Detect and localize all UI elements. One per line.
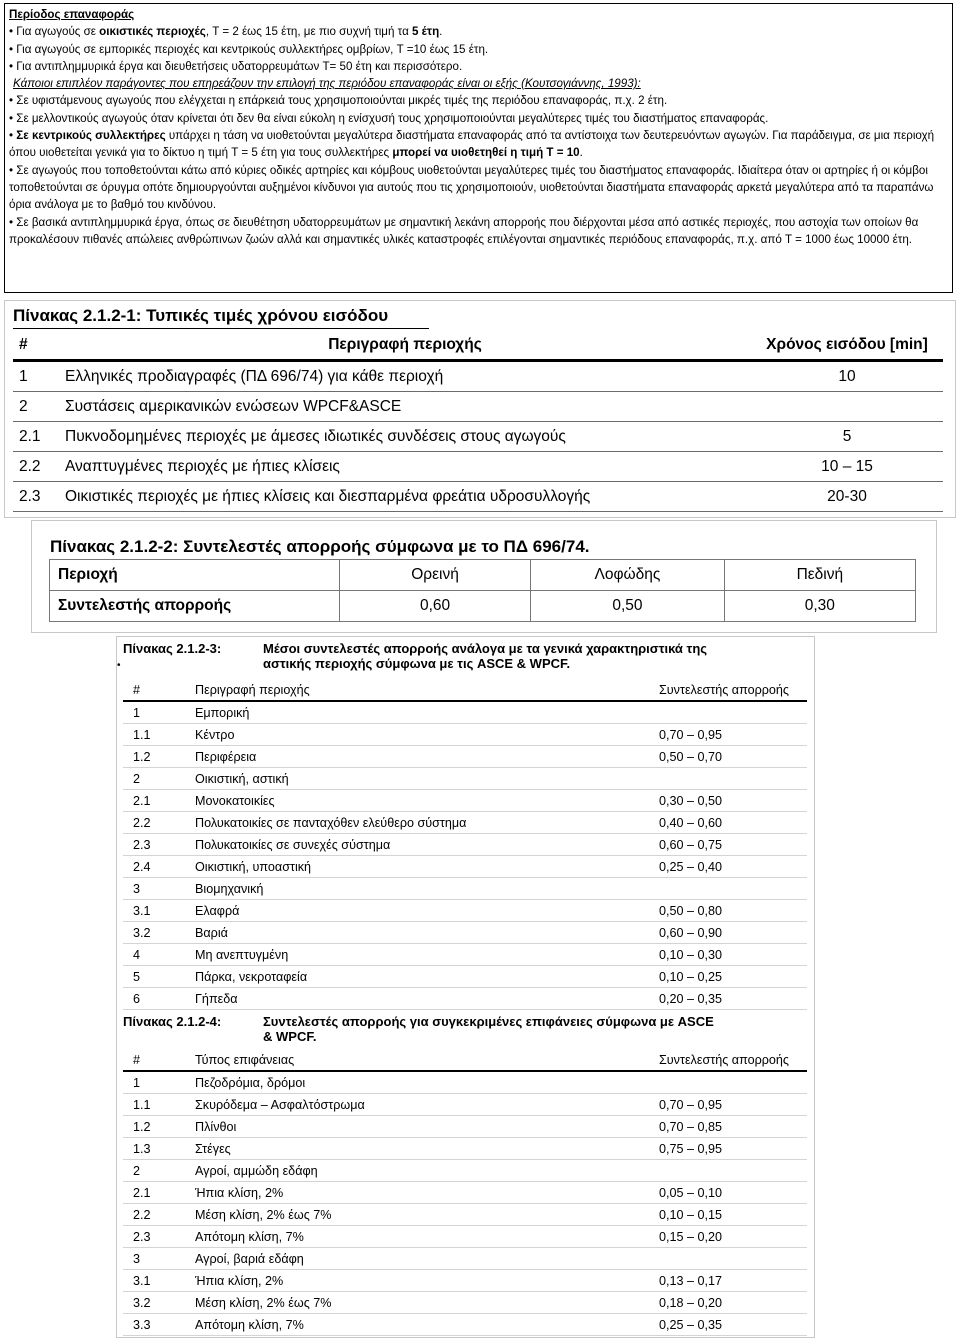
table-row xyxy=(13,392,943,422)
table-row xyxy=(123,701,807,724)
title-underline xyxy=(13,328,429,329)
cell-number: 2.2 xyxy=(13,452,59,482)
cell-value: 0,10 – 0,30 xyxy=(589,944,807,966)
cell-description: Αναπτυγμένες περιοχές με ήπιες κλίσεις xyxy=(59,452,751,482)
table4-title xyxy=(123,1014,714,1044)
cell-description: Γήπεδα xyxy=(191,988,589,1010)
bullet-existing-pipes: • Σε υφιστάμενους αγωγούς που ελέγχεται η επάρκειά τους χρησιμοποιούνται μικρές τιμές της περιόδου επαναφοράς, π.χ. 2 έτη. xyxy=(9,94,668,108)
cell-value: 20-30 xyxy=(751,482,943,512)
inlet-time-table-panel xyxy=(4,300,956,518)
cell-number: 2.2 xyxy=(123,1204,191,1226)
cell-value xyxy=(589,701,807,724)
cell-value xyxy=(751,392,943,422)
table-row xyxy=(50,591,916,622)
header-number: # xyxy=(123,1049,191,1071)
cell-number: 2.3 xyxy=(123,834,191,856)
table-row xyxy=(123,1314,807,1336)
cell-number: 2.4 xyxy=(123,856,191,878)
table-row xyxy=(123,900,807,922)
table-row xyxy=(123,988,807,1010)
cell-number: 2 xyxy=(13,392,59,422)
cell-number: 2.1 xyxy=(13,422,59,452)
cell-description: Βαριά xyxy=(191,922,589,944)
cell-description: Ελληνικές προδιαγραφές (ΠΔ 696/74) για κάθε περιοχή xyxy=(59,361,751,392)
bullet-future-pipes: • Σε μελλοντικούς αγωγούς όταν κρίνεται ότι δεν θα είναι εύκολη η ενίσχυσή τους χρησιμοποιούνται μεγαλύτερες τιμές του διαστήματος επαναφοράς. xyxy=(9,111,769,125)
cell-number: 1 xyxy=(13,361,59,392)
cell-value: 0,15 – 0,20 xyxy=(589,1226,807,1248)
cell-description: Ήπια κλίση, 2% xyxy=(191,1270,589,1292)
cell-value: 0,20 – 0,35 xyxy=(589,988,807,1010)
cell-value: 0,30 – 0,50 xyxy=(589,790,807,812)
table-row xyxy=(123,966,807,988)
cell-description: Μη ανεπτυγμένη xyxy=(191,944,589,966)
column-mountainous: Ορεινή xyxy=(339,560,530,591)
cell-description: Κέντρο xyxy=(191,724,589,746)
cell-number: 3.1 xyxy=(123,1270,191,1292)
column-hilly: Λοφώδης xyxy=(531,560,724,591)
cell-value: 0,70 – 0,95 xyxy=(589,1094,807,1116)
cell-value xyxy=(589,768,807,790)
cell-value: 0,70 – 0,95 xyxy=(589,724,807,746)
cell-description: Βιομηχανική xyxy=(191,878,589,900)
return-period-text-box xyxy=(4,3,953,293)
cell-description: Οικιστικές περιοχές με ήπιες κλίσεις και διεσπαρμένα φρεάτια υδροσυλλογής xyxy=(59,482,751,512)
table-row xyxy=(123,1138,807,1160)
table-row xyxy=(123,724,807,746)
table-row xyxy=(123,1204,807,1226)
table-row xyxy=(123,1116,807,1138)
header-number: # xyxy=(13,331,59,361)
cell-description: Απότομη κλίση, 7% xyxy=(191,1314,589,1336)
header-inlet-time: Χρόνος εισόδου [min] xyxy=(751,331,943,361)
inlet-time-table xyxy=(13,331,943,512)
cell-number: 2.2 xyxy=(123,812,191,834)
title-line: & WPCF. xyxy=(263,1029,317,1044)
bullet-under-roads: • Σε αγωγούς που τοποθετούνται κάτω από κύριες οδικές αρτηρίες και κόμβους υιοθετούνται μεγαλύτερες τιμές του διαστήματος επαναφοράς. Ιδιαίτερα όταν οι αρτηρίες ή οι κόμβοι τοποθετούνται σε όρυγμα οπότε δημιουργούνται αυξημένοι κίνδυνοι για αυτούς που τις χρησιμοποιούν, υιοθετούνται διαστήματα επαναφοράς αρκετά μεγαλύτερα από τα παραπάνω όρια ανάλογα με το βαθμό του κινδύνου. xyxy=(9,163,934,212)
cell-description: Εμπορική xyxy=(191,701,589,724)
title-line: Μέσοι συντελεστές απορροής ανάλογα με τα γενικά χαρακτηριστικά της xyxy=(263,641,708,656)
table-row xyxy=(123,1270,807,1292)
cell-value: 0,10 – 0,15 xyxy=(589,1204,807,1226)
header-surface-type: Τύπος επιφάνειας xyxy=(191,1049,589,1071)
table-row xyxy=(123,812,807,834)
title-prefix: Πίνακας 2.1.2-3: xyxy=(123,641,222,656)
cell-value: 0,25 – 0,40 xyxy=(589,856,807,878)
column-flat: Πεδινή xyxy=(724,560,915,591)
header-coefficient: Συντελεστής απορροής xyxy=(589,1049,807,1071)
cell-number: 3 xyxy=(123,1248,191,1270)
cell-number: 1 xyxy=(123,1071,191,1094)
cell-description: Μέση κλίση, 2% έως 7% xyxy=(191,1204,589,1226)
cell-number: 2.1 xyxy=(123,1182,191,1204)
table-title: Πίνακας 2.1.2-1: Τυπικές τιμές χρόνου εισόδου xyxy=(13,306,389,325)
anchor-mark: • xyxy=(117,660,121,671)
table-row xyxy=(123,1071,807,1094)
cell-description: Σκυρόδεμα – Ασφαλτόστρωμα xyxy=(191,1094,589,1116)
table-row xyxy=(13,422,943,452)
runoff-general-table xyxy=(123,679,807,1010)
bullet-commercial: • Για αγωγούς σε εμπορικές περιοχές και κεντρικούς συλλεκτήρες ομβρίων, T =10 έως 15 έτη. xyxy=(9,42,489,56)
cell-value: 0,40 – 0,60 xyxy=(589,812,807,834)
header-description: Περιγραφή περιοχής xyxy=(191,679,589,701)
table-header-row xyxy=(123,1049,807,1071)
value-hilly: 0,50 xyxy=(531,591,724,622)
bullet-major-flood-works: • Σε βασικά αντιπλημμυρικά έργα, όπως σε διευθέτηση υδατορρευμάτων με σημαντική λεκάνη απορροής που διέρχονται μέσα από αστικές περιοχές, που αστοχία των οποίων θα προκαλέσουν πιθανές απώλειες ανθρώπινων ζωών αλλά και σημαντικές υλικές καταστροφές επιλέγονται σημαντικές περιόδους επαναφοράς, π.χ. από T = 1000 έως 10000 έτη. xyxy=(9,215,919,246)
table-row xyxy=(123,1292,807,1314)
cell-description: Ήπια κλίση, 2% xyxy=(191,1182,589,1204)
table-row xyxy=(13,452,943,482)
runoff-pd-table-panel xyxy=(31,520,937,633)
cell-value xyxy=(589,1160,807,1182)
runoff-asce-tables-panel xyxy=(116,636,815,1338)
cell-value xyxy=(589,878,807,900)
cell-value: 5 xyxy=(751,422,943,452)
value-mountainous: 0,60 xyxy=(339,591,530,622)
cell-description: Μέση κλίση, 2% έως 7% xyxy=(191,1292,589,1314)
cell-value xyxy=(589,1071,807,1094)
cell-description: Αγροί, αμμώδη εδάφη xyxy=(191,1160,589,1182)
runoff-surface-table xyxy=(123,1049,807,1336)
cell-number: 6 xyxy=(123,988,191,1010)
table3-title xyxy=(123,641,707,671)
cell-number: 2.3 xyxy=(123,1226,191,1248)
cell-description: Πολυκατοικίες σε πανταχόθεν ελεύθερο σύστημα xyxy=(191,812,589,834)
cell-value: 10 – 15 xyxy=(751,452,943,482)
runoff-pd-table xyxy=(49,559,916,622)
title-line: αστικής περιοχής σύμφωνα με τις ASCE & WPCF. xyxy=(263,656,571,671)
cell-description: Μονοκατοικίες xyxy=(191,790,589,812)
cell-value: 0,10 – 0,25 xyxy=(589,966,807,988)
cell-number: 3 xyxy=(123,878,191,900)
cell-number: 3.2 xyxy=(123,922,191,944)
cell-number: 1.2 xyxy=(123,746,191,768)
bullet-flood-works: • Για αντιπλημμυρικά έργα και διευθετήσεις υδατορρευμάτων T= 50 έτη και περισσότερο. xyxy=(9,59,463,73)
cell-number: 2.1 xyxy=(123,790,191,812)
table-row xyxy=(123,1248,807,1270)
cell-number: 4 xyxy=(123,944,191,966)
cell-value: 0,50 – 0,80 xyxy=(589,900,807,922)
cell-number: 1.3 xyxy=(123,1138,191,1160)
cell-description: Οικιστική, αστική xyxy=(191,768,589,790)
cell-value: 0,13 – 0,17 xyxy=(589,1270,807,1292)
cell-description: Οικιστική, υποαστική xyxy=(191,856,589,878)
table-row xyxy=(123,834,807,856)
table-header-row xyxy=(123,679,807,701)
cell-number: 1.1 xyxy=(123,1094,191,1116)
row-header-area: Περιοχή xyxy=(50,560,340,591)
cell-description: Στέγες xyxy=(191,1138,589,1160)
section-title: Περίοδος επαναφοράς xyxy=(9,8,135,21)
bullet-residential: • Για αγωγούς σε οικιστικές περιοχές, T = 2 έως 15 έτη, με πιο συχνή τιμή τα 5 έτη. xyxy=(9,25,443,39)
cell-value xyxy=(589,1248,807,1270)
cell-number: 2 xyxy=(123,1160,191,1182)
cell-number: 1.2 xyxy=(123,1116,191,1138)
cell-description: Πλίνθοι xyxy=(191,1116,589,1138)
table-row xyxy=(123,1226,807,1248)
header-coefficient: Συντελεστής απορροής xyxy=(589,679,807,701)
cell-number: 1.1 xyxy=(123,724,191,746)
cell-number: 5 xyxy=(123,966,191,988)
header-number: # xyxy=(123,679,191,701)
table-row xyxy=(123,790,807,812)
cell-value: 0,18 – 0,20 xyxy=(589,1292,807,1314)
cell-number: 2 xyxy=(123,768,191,790)
cell-number: 1 xyxy=(123,701,191,724)
cell-number: 3.1 xyxy=(123,900,191,922)
table-row xyxy=(123,944,807,966)
cell-value: 0,60 – 0,75 xyxy=(589,834,807,856)
cell-value: 0,50 – 0,70 xyxy=(589,746,807,768)
table-row xyxy=(13,482,943,512)
table-row xyxy=(123,768,807,790)
cell-description: Πυκνοδομημένες περιοχές με άμεσες ιδιωτικές συνδέσεις στους αγωγούς xyxy=(59,422,751,452)
table-header-row xyxy=(13,331,943,361)
cell-description: Απότομη κλίση, 7% xyxy=(191,1226,589,1248)
title-prefix: Πίνακας 2.1.2-4: xyxy=(123,1014,222,1029)
header-description: Περιγραφή περιοχής xyxy=(59,331,751,361)
cell-value: 0,70 – 0,85 xyxy=(589,1116,807,1138)
cell-number: 3.2 xyxy=(123,1292,191,1314)
table-row xyxy=(50,560,916,591)
cell-value: 0,05 – 0,10 xyxy=(589,1182,807,1204)
row-header-coefficient: Συντελεστής απορροής xyxy=(50,591,340,622)
title-line: Συντελεστές απορροής για συγκεκριμένες επιφάνειες σύμφωνα με ASCE xyxy=(263,1014,714,1029)
cell-description: Αγροί, βαριά εδάφη xyxy=(191,1248,589,1270)
table-row xyxy=(123,878,807,900)
table-row xyxy=(123,1182,807,1204)
cell-number: 3.3 xyxy=(123,1314,191,1336)
cell-value: 0,25 – 0,35 xyxy=(589,1314,807,1336)
table-row xyxy=(123,1094,807,1116)
table-row xyxy=(13,361,943,392)
factors-note: Κάποιοι επιπλέον παράγοντες που επηρεάζουν την επιλογή της περιόδου επαναφοράς είναι οι εξής (Κουτσογιάννης, 1993): xyxy=(13,77,641,91)
cell-value: 0,60 – 0,90 xyxy=(589,922,807,944)
table-title: Πίνακας 2.1.2-2: Συντελεστές απορροής σύμφωνα με το ΠΔ 696/74. xyxy=(50,537,590,556)
cell-value: 0,75 – 0,95 xyxy=(589,1138,807,1160)
cell-description: Πολυκατοικίες σε συνεχές σύστημα xyxy=(191,834,589,856)
bullet-main-collectors: • Σε κεντρικούς συλλεκτήρες υπάρχει η τάση να υιοθετούνται μεγαλύτερα διαστήματα επαναφοράς από τα αντίστοιχα των δευτερευόντων αγωγών. Για παράδειγμα, σε μια περιοχή όπου υιοθετείται γενικά για το δίκτυο η τιμή T = 5 έτη για τους συλλεκτήρες μπορεί να υιοθετηθεί η τιμή T = 10. xyxy=(9,129,935,160)
table-row xyxy=(123,746,807,768)
value-flat: 0,30 xyxy=(724,591,915,622)
cell-number: 2.3 xyxy=(13,482,59,512)
cell-description: Περιφέρεια xyxy=(191,746,589,768)
cell-description: Συστάσεις αμερικανικών ενώσεων WPCF&ASCE xyxy=(59,392,751,422)
cell-description: Πάρκα, νεκροταφεία xyxy=(191,966,589,988)
table-row xyxy=(123,1160,807,1182)
cell-description: Ελαφρά xyxy=(191,900,589,922)
cell-value: 10 xyxy=(751,361,943,392)
table-row xyxy=(123,922,807,944)
table-row xyxy=(123,856,807,878)
cell-description: Πεζοδρόμια, δρόμοι xyxy=(191,1071,589,1094)
